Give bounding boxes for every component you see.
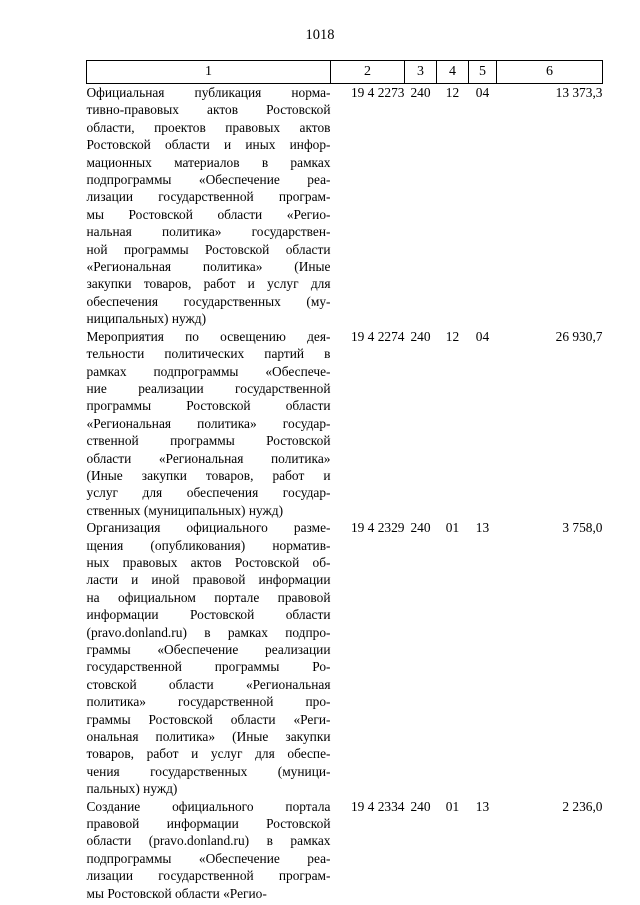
description-line: чения государственных (муници- bbox=[86, 763, 331, 779]
amount-value: 13 373,3 bbox=[555, 85, 603, 100]
description-line: пальных) нужд) bbox=[86, 781, 178, 797]
description-line: товаров, работ и услуг для обеспе- bbox=[86, 746, 331, 762]
expense-type-code: 240 bbox=[410, 85, 431, 100]
description-line: области, проектов правовых актов bbox=[86, 119, 331, 135]
amount-value: 3 758,0 bbox=[562, 520, 603, 536]
column-header: 6 bbox=[497, 61, 603, 84]
expense-type-code: 240 bbox=[410, 520, 431, 536]
description-line: ственной программы Ростовской bbox=[86, 433, 331, 449]
expense-type-code: 240 bbox=[410, 328, 431, 344]
column-header: 2 bbox=[331, 61, 405, 84]
description-line: закупки товаров, работ и услуг для bbox=[86, 276, 331, 292]
target-article-code: 19 4 2329 bbox=[350, 520, 405, 536]
description-line: обеспечения государственных (му- bbox=[86, 293, 331, 309]
amount-value: 2 236,0 bbox=[562, 798, 603, 814]
budget-table bbox=[86, 60, 603, 902]
subsection-code: 13 bbox=[475, 520, 490, 536]
description-line: (Иные закупки товаров, работ и bbox=[86, 467, 331, 483]
description-line: Мероприятия по освещению дея- bbox=[86, 328, 331, 344]
description-line: подпрограммы «Обеспечение реа- bbox=[86, 172, 331, 188]
table-row bbox=[87, 798, 603, 902]
section-code: 01 bbox=[445, 520, 460, 536]
description-line: «Региональная политика» (Иные bbox=[86, 259, 331, 275]
subsection-code: 04 bbox=[475, 328, 490, 344]
description-line: Официальная публикация норма- bbox=[86, 85, 331, 100]
description-line: тивно-правовых актов Ростовской bbox=[86, 102, 331, 118]
subsection-code: 04 bbox=[475, 85, 490, 100]
description-line: «Региональная политика» государ- bbox=[86, 415, 331, 431]
description-line: области «Региональная политика» bbox=[86, 450, 331, 466]
description-line: мы Ростовской области «Регио- bbox=[86, 206, 331, 222]
table-row bbox=[87, 84, 603, 328]
description-line: ниципальных) нужд) bbox=[86, 311, 207, 327]
column-header: 5 bbox=[469, 61, 497, 84]
amount-value: 26 930,7 bbox=[555, 328, 603, 344]
section-code: 01 bbox=[445, 798, 460, 814]
description-line: ной программы Ростовской области bbox=[86, 241, 331, 257]
column-header: 1 bbox=[87, 61, 331, 84]
expense-description bbox=[87, 328, 331, 519]
description-line: граммы «Обеспечение реализации bbox=[86, 642, 331, 657]
description-line: области (pravo.donland.ru) в рамках bbox=[86, 833, 331, 849]
table-row bbox=[87, 519, 603, 798]
description-line: тельности политических партий в bbox=[86, 346, 331, 362]
target-article-code: 19 4 2274 bbox=[350, 328, 405, 344]
description-line: правовой информации Ростовской bbox=[86, 816, 331, 832]
section-code: 12 bbox=[445, 85, 460, 100]
description-line: информации Ростовской области bbox=[86, 607, 331, 623]
description-line: ние реализации государственной bbox=[86, 380, 331, 396]
description-line: ональная политика» (Иные закупки bbox=[86, 729, 331, 745]
description-line: ных правовых актов Ростовской об- bbox=[86, 554, 331, 570]
expense-description bbox=[87, 519, 331, 798]
subsection-code: 13 bbox=[475, 798, 490, 814]
description-line: государственной программы Ро- bbox=[86, 659, 331, 675]
description-line: Создание официального портала bbox=[86, 798, 331, 814]
description-line: лизации государственной програм- bbox=[86, 868, 331, 884]
description-line: мационных материалов в рамках bbox=[86, 154, 331, 170]
target-article-code: 19 4 2273 bbox=[350, 85, 405, 100]
description-line: граммы Ростовской области «Реги- bbox=[86, 711, 331, 727]
description-line: стовской области «Региональная bbox=[86, 676, 331, 692]
description-line: Ростовской области и иных инфор- bbox=[86, 137, 331, 153]
expense-description bbox=[87, 84, 331, 328]
description-line: ласти и иной правовой информации bbox=[86, 572, 331, 588]
section-code: 12 bbox=[445, 328, 460, 344]
description-line: (pravo.donland.ru) в рамках подпро- bbox=[86, 624, 331, 640]
description-line: программы Ростовской области bbox=[86, 398, 331, 414]
column-header: 4 bbox=[437, 61, 469, 84]
expense-description bbox=[87, 798, 331, 902]
description-line: щения (опубликования) норматив- bbox=[86, 537, 331, 553]
description-line: мы Ростовской области «Регио- bbox=[86, 885, 267, 901]
page-number: 1018 bbox=[305, 27, 335, 43]
target-article-code: 19 4 2334 bbox=[350, 798, 405, 814]
description-line: нальная политика» государствен- bbox=[86, 224, 331, 240]
expense-type-code: 240 bbox=[410, 798, 431, 814]
table-header-row bbox=[87, 61, 603, 84]
description-line: подпрограммы «Обеспечение реа- bbox=[86, 850, 331, 866]
description-line: Организация официального разме- bbox=[86, 520, 331, 536]
column-header: 3 bbox=[405, 61, 437, 84]
description-line: услуг для обеспечения государ- bbox=[86, 485, 331, 501]
description-line: на официальном портале правовой bbox=[86, 589, 331, 605]
table-row bbox=[87, 328, 603, 519]
description-line: политика» государственной про- bbox=[86, 694, 331, 710]
description-line: ственных (муниципальных) нужд) bbox=[86, 502, 284, 518]
description-line: лизации государственной програм- bbox=[86, 189, 331, 205]
description-line: рамках подпрограммы «Обеспече- bbox=[86, 363, 331, 379]
